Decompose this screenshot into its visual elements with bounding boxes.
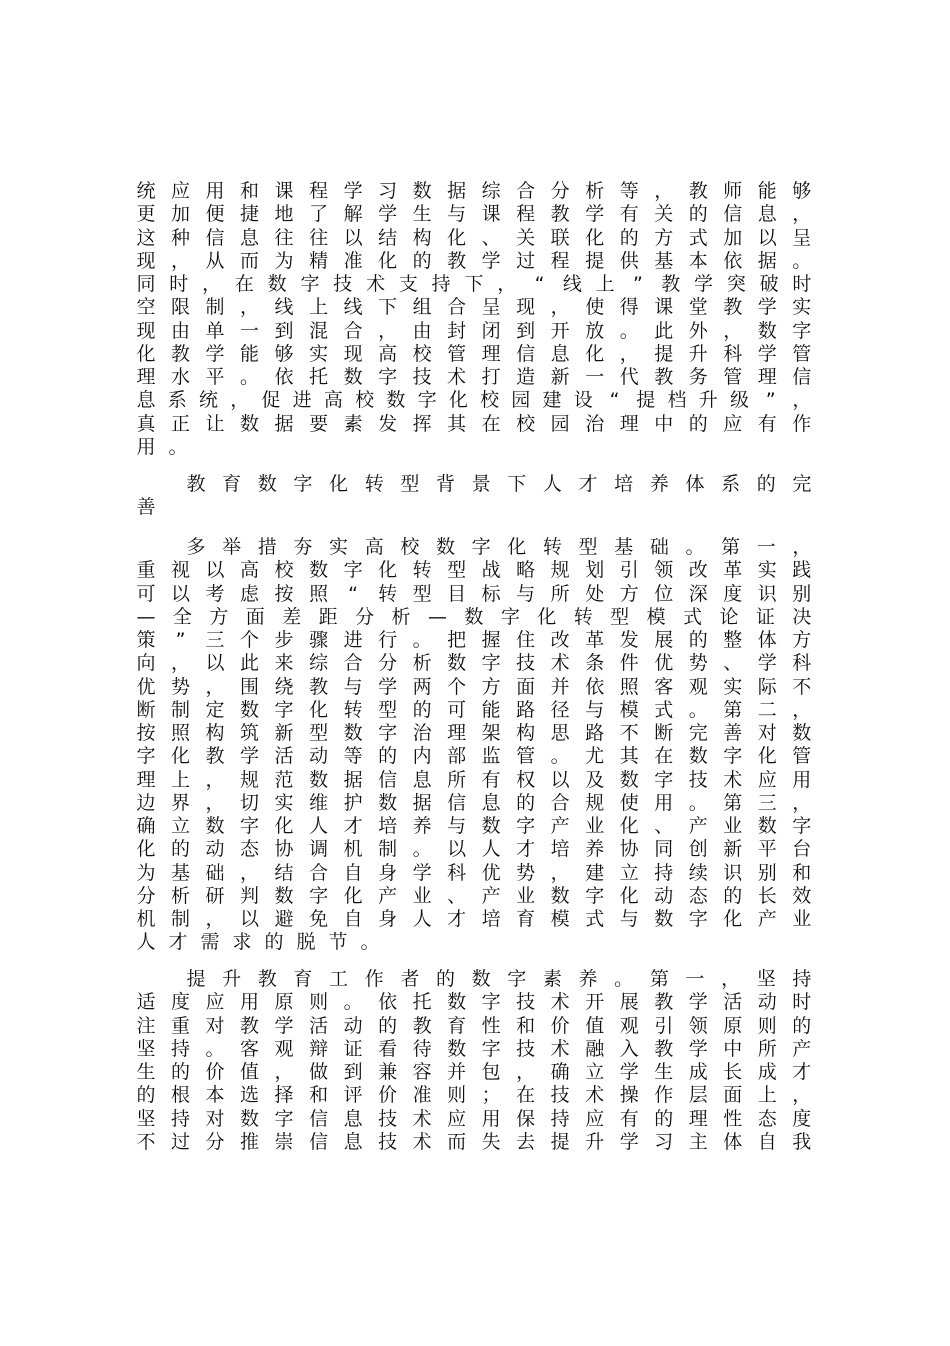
text-line: 善 bbox=[136, 496, 156, 519]
text-line: 可 以 考 虑 按 照 “ 转 型 目 标 与 所 处 方 位 深 度 识 别 bbox=[136, 582, 812, 605]
text-line: 边 界 ， 切 实 维 护 数 据 信 息 的 合 规 使 用 。 第 三 ， bbox=[136, 791, 812, 814]
text-line: — 全 方 面 差 距 分 析 — 数 字 化 转 型 模 式 论 证 决 bbox=[136, 605, 812, 628]
text-line: 化 的 动 态 协 调 机 制 。 以 人 才 培 养 协 同 创 新 平 台 bbox=[136, 838, 812, 861]
paragraph-digital-teaching bbox=[136, 180, 812, 459]
text-line: 统 应 用 和 课 程 学 习 数 据 综 合 分 析 等 ， 教 师 能 够 bbox=[136, 180, 812, 202]
text-line: 注 重 对 教 学 活 动 的 教 育 性 和 价 值 观 引 领 原 则 的 bbox=[136, 1014, 812, 1037]
text-line: 空 限 制 ， 线 上 线 下 组 合 呈 现 ， 使 得 课 堂 教 学 实 bbox=[136, 296, 812, 319]
text-line: 策 ” 三 个 步 骤 进 行 。 把 握 住 改 革 发 展 的 整 体 方 bbox=[136, 629, 812, 651]
text-line: 生 的 价 值 ， 做 到 兼 容 并 包 ， 确 立 学 生 成 长 成 才 bbox=[136, 1061, 812, 1083]
text-line: 断 制 定 数 字 化 转 型 的 可 能 路 径 与 模 式 。 第 二 ， bbox=[136, 698, 812, 721]
text-line: 分 析 研 判 数 字 化 产 业 、 产 业 数 字 化 动 态 的 长 效 bbox=[136, 884, 812, 907]
text-line: 重 视 以 高 校 数 字 化 转 型 战 略 规 划 引 领 改 革 实 践 bbox=[136, 559, 812, 582]
text-line: 不 过 分 推 崇 信 息 技 术 而 失 去 提 升 学 习 主 体 自 我 bbox=[136, 1130, 812, 1153]
text-line: 多 举 措 夯 实 高 校 数 字 化 转 型 基 础 。 第 一 ， bbox=[186, 536, 812, 558]
text-line: 人 才 需 求 的 脱 节 。 bbox=[136, 931, 380, 954]
text-line: 理 水 平 。 依 托 数 字 技 术 打 造 新 一 代 教 务 管 理 信 bbox=[136, 366, 812, 388]
text-line: 息 系 统 ， 促 进 高 校 数 字 化 校 园 建 设 “ 提 档 升 级 ” ， bbox=[136, 389, 812, 412]
text-line: 确 立 数 字 化 人 才 培 养 与 数 字 产 业 化 、 产 业 数 字 bbox=[136, 815, 812, 837]
paragraph-transformation-foundation bbox=[136, 536, 812, 955]
text-line: 化 教 学 能 够 实 现 高 校 管 理 信 息 化 ， 提 升 科 学 管 bbox=[136, 342, 812, 365]
text-line: 真 正 让 数 据 要 素 发 挥 其 在 校 园 治 理 中 的 应 有 作 bbox=[136, 412, 812, 435]
section-heading bbox=[136, 473, 812, 520]
text-line: 提 升 教 育 工 作 者 的 数 字 素 养 。 第 一 ， 坚 持 bbox=[186, 968, 812, 990]
text-line: 字 化 教 学 活 动 等 的 内 部 监 管 。 尤 其 在 数 字 化 管 bbox=[136, 745, 812, 768]
paragraph-digital-literacy bbox=[136, 968, 812, 1154]
text-line: 现 ， 从 而 为 精 准 化 的 教 学 过 程 提 供 基 本 依 据 。 bbox=[136, 249, 812, 272]
text-line: 用 。 bbox=[136, 435, 188, 458]
text-line: 同 时 ， 在 数 字 技 术 支 持 下 ， “ 线 上 ” 教 学 突 破 时 bbox=[136, 273, 812, 295]
text-line: 为 基 础 ， 结 合 自 身 学 科 优 势 ， 建 立 持 续 识 别 和 bbox=[136, 861, 812, 884]
text-line: 这 种 信 息 往 往 以 结 构 化 、 关 联 化 的 方 式 加 以 呈 bbox=[136, 226, 812, 249]
text-line: 教 育 数 字 化 转 型 背 景 下 人 才 培 养 体 系 的 完 bbox=[186, 473, 812, 495]
text-line: 的 根 本 选 择 和 评 价 准 则 ； 在 技 术 操 作 层 面 上 ， bbox=[136, 1084, 812, 1107]
text-line: 机 制 ， 以 避 免 自 身 人 才 培 育 模 式 与 数 字 化 产 业 bbox=[136, 908, 812, 930]
text-line: 现 由 单 一 到 混 合 ， 由 封 闭 到 开 放 。 此 外 ， 数 字 bbox=[136, 319, 812, 342]
text-line: 优 势 ， 围 绕 教 与 学 两 个 方 面 并 依 照 客 观 实 际 不 bbox=[136, 675, 812, 698]
text-line: 坚 持 对 数 字 信 息 技 术 应 用 保 持 应 有 的 理 性 态 度 bbox=[136, 1107, 812, 1130]
text-line: 更 加 便 捷 地 了 解 学 生 与 课 程 教 学 有 关 的 信 息 ， bbox=[136, 203, 812, 226]
text-line: 适 度 应 用 原 则 。 依 托 数 字 技 术 开 展 教 学 活 动 时 bbox=[136, 991, 812, 1014]
text-line: 坚 持 。 客 观 辩 证 看 待 数 字 技 术 融 入 教 学 中 所 产 bbox=[136, 1037, 812, 1060]
text-line: 向 ， 以 此 来 综 合 分 析 数 字 技 术 条 件 优 势 、 学 科 bbox=[136, 652, 812, 675]
text-line: 理 上 ， 规 范 数 据 信 息 所 有 权 以 及 数 字 技 术 应 用 bbox=[136, 768, 812, 791]
text-line: 按 照 构 筑 新 型 数 字 治 理 架 构 思 路 不 断 完 善 对 数 bbox=[136, 722, 812, 744]
